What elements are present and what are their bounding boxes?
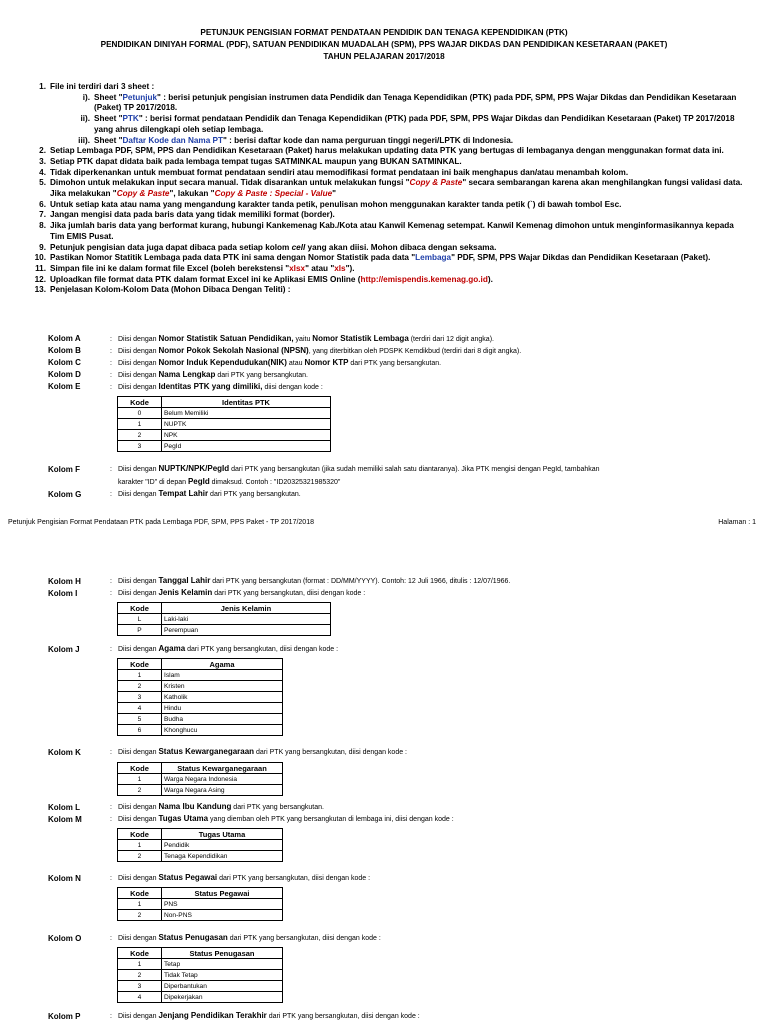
code-table-jenis-kelamin: Kode Jenis Kelamin L Laki-laki P Perempuan [117, 602, 331, 636]
kolom-description: : Diisi dengan Status Pegawai dari PTK yang bersangkutan, diisi dengan kode : [110, 873, 371, 882]
label-cell: Non-PNS [162, 910, 283, 921]
kolom-description: : Diisi dengan Tanggal Lahir dari PTK yang bersangkutan (format : DD/MM/YYYY). Contoh: 12 Juli 1966, ditulis : 12/07/1966. [110, 576, 511, 585]
header-line-2: PENDIDIKAN DINIYAH FORMAL (PDF), SATUAN PENDIDIKAN MUADALAH (SPM), PPS WAJAR DIKDAS DAN PENDIDIKAN KESETARAAN (PAKET) [100, 40, 668, 49]
label-cell: Dipekerjakan [162, 992, 283, 1003]
table-row [118, 625, 331, 636]
code-cell: 0 [118, 408, 162, 419]
table-row [118, 681, 283, 692]
kolom-description: : Diisi dengan Agama dari PTK yang bersangkutan, diisi dengan kode : [110, 644, 339, 653]
kolom-label: Kolom O [48, 934, 82, 943]
kolom-description: : Diisi dengan Tempat Lahir dari PTK yang bersangkutan. [110, 489, 301, 498]
table-row [118, 408, 331, 419]
sheet-name: Petunjuk [122, 92, 158, 102]
label-cell: Tetap [162, 959, 283, 970]
table-row [118, 910, 283, 921]
label-cell: Perempuan [162, 625, 331, 636]
table-row [118, 774, 283, 785]
kolom-label: Kolom M [48, 815, 82, 824]
document-header [0, 27, 768, 63]
kolom-label: Kolom A [48, 334, 81, 343]
list-item: 11. Simpan file ini ke dalam format file Excel (boleh berekstensi "xlsx" atau "xls"). [35, 263, 355, 273]
table-row [118, 785, 283, 796]
sheet-name: PTK [122, 114, 139, 124]
table-row [118, 430, 331, 441]
label-cell: NUPTK [162, 419, 331, 430]
code-cell: L [118, 614, 162, 625]
kolom-description: : Diisi dengan Jenjang Pendidikan Terakhir dari PTK yang bersangkutan, diisi dengan kode : [110, 1011, 420, 1020]
code-cell: 6 [118, 725, 162, 736]
label-cell: NPK [162, 430, 331, 441]
kolom-label: Kolom F [48, 465, 80, 474]
list-item: 12. Uploadkan file format data PTK dalam format Excel ini ke Aplikasi EMIS Online (http://emispendis.kemenag.go.id). [34, 274, 493, 284]
table-row [118, 840, 283, 851]
code-cell: 1 [118, 899, 162, 910]
kolom-description: : Diisi dengan NUPTK/NPK/PegId dari PTK yang bersangkutan (jika sudah memiliki salah satu diantaranya). Jika PTK mengisi dengan PegId, tambahkan karakter "ID" di depan PegId dimaksud. Contoh : "ID20325321985320" [110, 464, 600, 486]
kolom-label: Kolom P [48, 1012, 81, 1021]
code-cell: 3 [118, 981, 162, 992]
label-cell: Katholik [162, 692, 283, 703]
table-row [118, 419, 331, 430]
kolom-description: : Diisi dengan Nomor Induk Kependudukan(NIK) atau Nomor KTP dari PTK yang bersangkutan. [110, 358, 442, 367]
table-row [118, 899, 283, 910]
table-row [118, 981, 283, 992]
code-cell: 2 [118, 970, 162, 981]
kolom-label: Kolom N [48, 874, 81, 883]
label-cell: Hindu [162, 703, 283, 714]
kolom-description: : Diisi dengan Nomor Statistik Satuan Pendidikan, yaitu Nomor Statistik Lembaga (terdiri dari 12 digit angka). [110, 334, 494, 343]
table-row [118, 959, 283, 970]
list-item: 1. File ini terdiri dari 3 sheet : [39, 82, 155, 91]
label-cell: PNS [162, 899, 283, 910]
instruction-list [30, 82, 750, 296]
code-cell: 2 [118, 681, 162, 692]
list-item: 3. Setiap PTK dapat didata baik pada lembaga tempat tugas SATMINKAL maupun yang BUKAN SATMINKAL. [39, 156, 462, 166]
kolom-description: : Diisi dengan Identitas PTK yang dimiliki, diisi dengan kode : [110, 382, 323, 391]
header-line-3: TAHUN PELAJARAN 2017/2018 [323, 52, 445, 61]
code-cell: 2 [118, 785, 162, 796]
kolom-label: Kolom C [48, 358, 81, 367]
list-item: 2. Setiap Lembaga PDF, SPM, PPS dan Pendidikan Kesetaraan (Paket) harus melakukan updating data PTK yang bertugas di lembaganya dengan menggunakan format data ini. [39, 146, 724, 156]
footer-title: Petunjuk Pengisian Format Pendataan PTK pada Lembaga PDF, SPM, PPS Paket - TP 2017/2018 [8, 519, 314, 526]
table-row [118, 725, 283, 736]
header-line-1: PETUNJUK PENGISIAN FORMAT PENDATAAN PENDIDIK DAN TENAGA KEPENDIDIKAN (PTK) [200, 28, 568, 37]
code-cell: 2 [118, 910, 162, 921]
code-cell: 2 [118, 430, 162, 441]
label-cell: Tenaga Kependidikan [162, 851, 283, 862]
table-row [118, 992, 283, 1003]
table-row [118, 670, 283, 681]
code-table-agama: Kode Agama 1 Islam 2 Kristen 3 Katholik 4 Hindu 5 Budha 6 Khonghucu [117, 658, 283, 736]
code-cell: 2 [118, 851, 162, 862]
code-table-tugas-utama: Kode Tugas Utama 1 Pendidik 2 Tenaga Kependidikan [117, 828, 283, 862]
page-footer [8, 519, 756, 526]
code-cell: 1 [118, 419, 162, 430]
list-item: 9. Petunjuk pengisian data juga dapat dibaca pada setiap kolom cell yang akan diisi. Mohon dibaca dengan seksama. [39, 242, 497, 252]
label-cell: Belum Memiliki [162, 408, 331, 419]
label-cell: Islam [162, 670, 283, 681]
code-cell: 1 [118, 670, 162, 681]
code-cell: 5 [118, 714, 162, 725]
list-item: 5. Dimohon untuk melakukan input secara manual. Tidak disarankan untuk melakukan fungsi "Copy & Paste" secara sembarangan karena akan menghilangkan fungsi validasi data. Jika melakukan "Copy & Paste", lakukan "Copy & Paste : Special - Value" [39, 178, 743, 199]
table-row [118, 614, 331, 625]
list-subitem: iii). Sheet "Daftar Kode dan Nama PT" : berisi daftar kode dan nama perguruan tinggi negeri/LPTK di Indonesia. [78, 135, 514, 145]
label-cell: Laki-laki [162, 614, 331, 625]
table-row [118, 970, 283, 981]
code-table-status-pegawai: Kode Status Pegawai 1 PNS 2 Non-PNS [117, 887, 283, 921]
code-table-status-penugasan: Kode Status Penugasan 1 Tetap 2 Tidak Tetap 3 Diperbantukan 4 Dipekerjakan [117, 947, 283, 1003]
code-cell: 3 [118, 441, 162, 452]
kolom-label: Kolom I [48, 589, 78, 598]
table-row [118, 441, 331, 452]
label-cell: Pendidik [162, 840, 283, 851]
table-row [118, 851, 283, 862]
code-table-kewarganegaraan: Kode Status Kewarganegaraan 1 Warga Negara Indonesia 2 Warga Negara Asing [117, 762, 283, 796]
code-table-identitas: Kode Identitas PTK 0 Belum Memiliki 1 NUPTK 2 NPK 3 PegId [117, 396, 331, 452]
label-cell: Diperbantukan [162, 981, 283, 992]
list-item: 6. Untuk setiap kata atau nama yang mengandung karakter tanda petik, penulisan mohon menggunakan karakter tanda petik (`) di bawah tombol Esc. [39, 199, 622, 209]
table-row [118, 692, 283, 703]
kolom-description: : Diisi dengan Nama Ibu Kandung dari PTK yang bersangkutan. [110, 802, 324, 811]
kolom-label: Kolom J [48, 645, 80, 654]
code-cell: 1 [118, 774, 162, 785]
kolom-label: Kolom E [48, 382, 81, 391]
kolom-label: Kolom K [48, 748, 81, 757]
kolom-description: : Diisi dengan Jenis Kelamin dari PTK yang bersangkutan, diisi dengan kode : [110, 588, 366, 597]
label-cell: Warga Negara Indonesia [162, 774, 283, 785]
label-cell: Budha [162, 714, 283, 725]
code-cell: 4 [118, 992, 162, 1003]
kolom-label: Kolom D [48, 370, 81, 379]
list-item: 4. Tidak diperkenankan untuk membuat format pendataan sendiri atau memodifikasi format pendataan ini baik menghapus dan/atau menambah kolom. [39, 167, 629, 177]
code-cell: 3 [118, 692, 162, 703]
code-cell: 1 [118, 959, 162, 970]
kolom-description: : Diisi dengan Nomor Pokok Sekolah Nasional (NPSN), yang diterbitkan oleh PDSPK Kemdikbud (terdiri dari 8 digit angka). [110, 346, 522, 355]
kolom-description: : Diisi dengan Status Penugasan dari PTK yang bersangkutan, diisi dengan kode : [110, 933, 381, 942]
label-cell: Kristen [162, 681, 283, 692]
kolom-description: : Diisi dengan Status Kewarganegaraan dari PTK yang bersangkutan, diisi dengan kode : [110, 747, 407, 756]
kolom-label: Kolom H [48, 577, 81, 586]
kolom-description: : Diisi dengan Tugas Utama yang diemban oleh PTK yang bersangkutan di lembaga ini, diisi dengan kode : [110, 814, 454, 823]
kolom-label: Kolom B [48, 346, 81, 355]
sheet-name: Daftar Kode dan Nama PT [122, 135, 223, 145]
table-row [118, 703, 283, 714]
label-cell: Warga Negara Asing [162, 785, 283, 796]
list-item: 10. Pastikan Nomor Statitik Lembaga pada data PTK ini sama dengan Nomor Statistik pada data "Lembaga" PDF, SPM, PPS Wajar Dikdas dan Pendidikan Kesetaraan (Paket). [34, 253, 711, 263]
code-cell: P [118, 625, 162, 636]
table-row [118, 714, 283, 725]
list-subitem: ii). Sheet "PTK" : berisi format pendataan Pendidik dan Tenaga Kependidikan (PTK) pada PDF, SPM, PPS Wajar Dikdas dan Pendidikan Kesetaraan (Paket) TP 2017/2018 yang ahrus dilengkapi oleh setiap lembaga. [80, 114, 735, 134]
list-item: 13. Penjelasan Kolom-Kolom Data (Mohon Dibaca Dengan Teliti) : [34, 285, 291, 295]
list-item: 7. Jangan mengisi data pada baris data yang tidak memiliki format (border). [39, 210, 335, 220]
label-cell: PegId [162, 441, 331, 452]
kolom-label: Kolom G [48, 490, 82, 499]
page-number: Halaman : 1 [718, 519, 756, 526]
emis-link[interactable]: http://emispendis.kemenag.go.id [360, 274, 488, 284]
kolom-description: : Diisi dengan Nama Lengkap dari PTK yang bersangkutan. [110, 370, 308, 379]
code-cell: 4 [118, 703, 162, 714]
label-cell: Tidak Tetap [162, 970, 283, 981]
list-subitem: i). Sheet "Petunjuk" : berisi petunjuk pengisian instrumen data Pendidik dan Tenaga Kependidikan (PTK) pada PDF, SPM, PPS Wajar Dikdas dan Pendidikan Kesetaraan (Paket) TP 2017/2018. [82, 92, 737, 113]
kolom-label: Kolom L [48, 803, 80, 812]
list-item: 8. Jika jumlah baris data yang berformat kurang, hubungi Kankemenag Kab./Kota atau Kanwil Kemenag setempat. Kanwil Kemenag dimohon untuk menginformasikannya kepada Tim EMIS Pusat. [39, 221, 734, 241]
label-cell: Khonghucu [162, 725, 283, 736]
code-cell: 1 [118, 840, 162, 851]
